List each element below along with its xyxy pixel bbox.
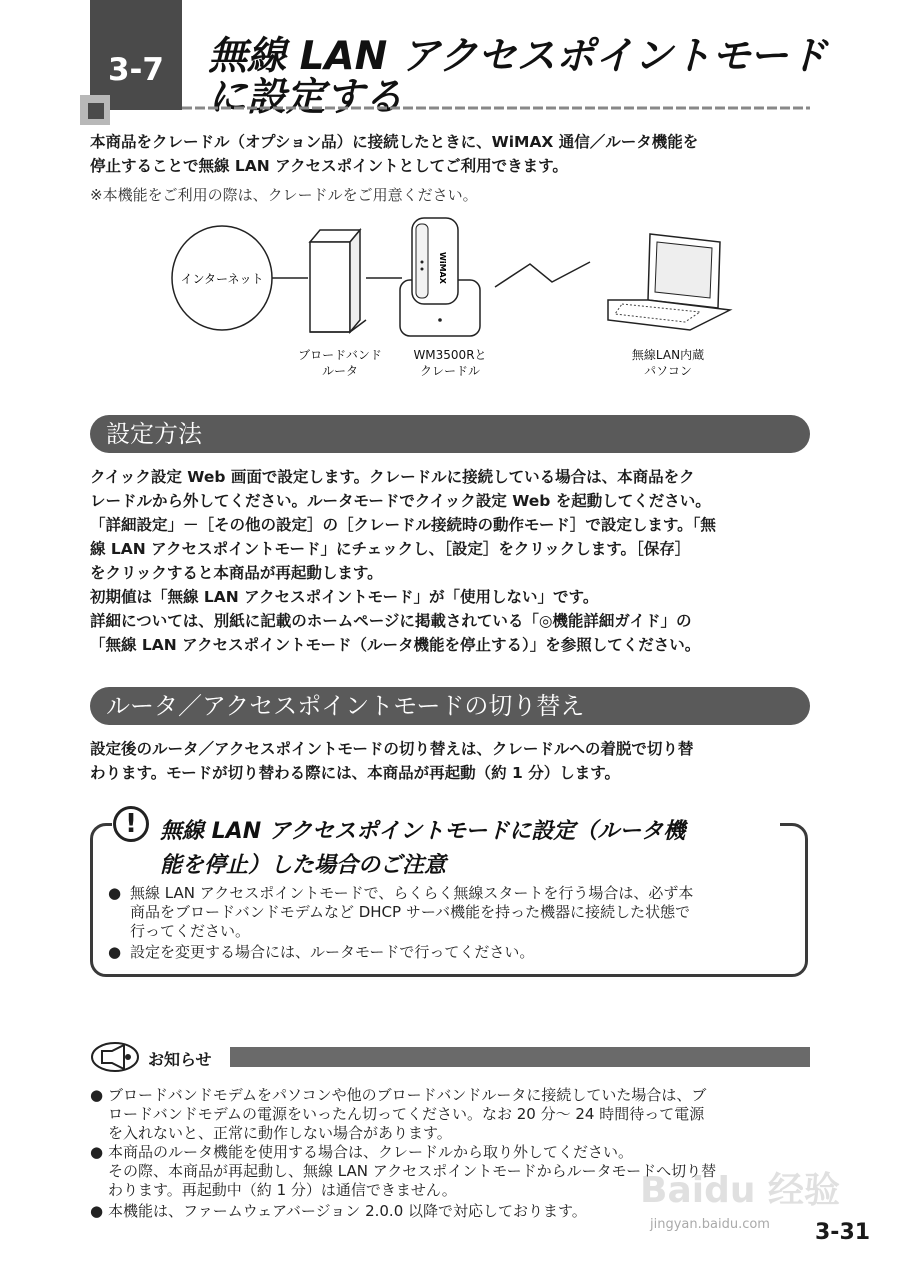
bullet-icon: ● [90, 1143, 104, 1161]
router-label-line1: ブロードバンド [298, 348, 382, 362]
laptop-illustration [608, 234, 730, 330]
intro-note: ※本機能をご利用の際は、クレードルをご用意ください。 [90, 186, 478, 204]
info-bullet1-line1: ブロードバンドモデムをパソコンや他のブロードバンドルータに接続していた場合は、ブ [108, 1086, 707, 1104]
device-brand: WiMAX [438, 252, 447, 284]
exclamation-icon: ! [113, 806, 149, 842]
caution-bullet2: 設定を変更する場合には、ルータモードで行ってください。 [130, 943, 535, 961]
pc-label-line2: パソコン [644, 364, 692, 378]
settings-line: クイック設定 Web 画面で設定します。クレードルに接続している場合は、本商品をク [90, 468, 695, 486]
caution-bullet1-line1: 無線 LAN アクセスポイントモードで、らくらく無線スタートを行う場合は、必ず本 [130, 884, 694, 902]
settings-line: レードルから外してください。ルータモードでクイック設定 Web を起動してください。 [90, 492, 711, 510]
bullet-icon: ● [108, 943, 122, 961]
baidu-watermark [630, 1160, 850, 1220]
intro-line1: 本商品をクレードル（オプション品）に接続したときに、WiMAX 通信／ルータ機能を [90, 133, 699, 151]
settings-line: 「無線 LAN アクセスポイントモード（ルータ機能を停止する）」を参照してください。 [90, 636, 701, 654]
router-illustration [310, 230, 366, 332]
settings-line: 初期値は「無線 LAN アクセスポイントモード」が「使用しない」です。 [90, 588, 599, 606]
chapter-number: 3-7 [107, 52, 164, 88]
caution-bullet1-line3: 行ってください。 [130, 922, 251, 940]
settings-line: 線 LAN アクセスポイントモード」にチェックし、［設定］をクリックします。［保存］ [90, 540, 691, 558]
intro-line2: 停止することで無線 LAN アクセスポイントとしてご利用できます。 [90, 157, 568, 175]
device-label-line1: WM3500Rと [413, 348, 487, 362]
info-bullet1-line2: ロードバンドモデムの電源をいったん切ってください。なお 20 分～ 24 時間待って電源 [108, 1105, 705, 1123]
watermark-url: jingyan.baidu.com [650, 1217, 770, 1232]
chapter-decor-square-inner [88, 103, 104, 119]
settings-line: 詳細については、別紙に記載のホームページに掲載されている「◎機能詳細ガイド」の [90, 612, 692, 630]
section-settings-title: 設定方法 [106, 420, 202, 448]
mode-switch-line: わります。モードが切り替わる際には、本商品が再起動（約 1 分）します。 [90, 764, 620, 782]
device-label-line2: クレードル [419, 364, 480, 378]
header-rule [182, 106, 810, 110]
bullet-icon: ● [90, 1202, 104, 1220]
device-illustration [400, 218, 480, 336]
wireless-signal [495, 262, 590, 287]
info-header-bar [230, 1047, 810, 1067]
internet-label: インターネット [180, 272, 264, 286]
pc-label-line1: 無線LAN内蔵 [631, 348, 705, 362]
mode-switch-line: 設定後のルータ／アクセスポイントモードの切り替えは、クレードルへの着脱で切り替 [90, 740, 694, 758]
caution-title-line1: 無線 LAN アクセスポイントモードに設定（ルータ機 [160, 819, 686, 844]
settings-line: 「詳細設定」－［その他の設定］の［クレードル接続時の動作モード］で設定します。「無 [90, 516, 716, 534]
info-bullet2-line3: わります。再起動中（約 1 分）は通信できません。 [108, 1181, 457, 1199]
page-number: 3-31 [815, 1220, 871, 1245]
caution-title-line2: 能を停止）した場合のご注意 [160, 853, 447, 878]
info-bullet2-line1: 本商品のルータ機能を使用する場合は、クレードルから取り外してください。 [108, 1143, 634, 1161]
info-bullet1-line3: を入れないと、正常に動作しない場合があります。 [108, 1124, 452, 1142]
watermark-logo: Baidu 经验 [640, 1170, 841, 1211]
info-bullet2-line2: その際、本商品が再起動し、無線 LAN アクセスポイントモードからルータモードへ切り替 [108, 1162, 717, 1180]
info-bullet3-line1: 本機能は、ファームウェアバージョン 2.0.0 以降で対応しております。 [108, 1202, 587, 1220]
caution-bullet1-line2: 商品をブロードバンドモデムなど DHCP サーバ機能を持った機器に接続した状態で [130, 903, 691, 921]
settings-line: をクリックすると本商品が再起動します。 [90, 564, 383, 582]
bullet-icon: ● [108, 884, 122, 902]
page-title-line1: 無線 LAN アクセスポイントモード [208, 34, 828, 79]
bullet-icon: ● [90, 1086, 104, 1104]
router-label-line2: ルータ [321, 364, 358, 378]
section-mode-switch-title: ルータ／アクセスポイントモードの切り替え [106, 692, 585, 720]
page-title-line2: に設定する [208, 75, 404, 120]
megaphone-icon [90, 1041, 140, 1073]
info-label: お知らせ [148, 1050, 212, 1069]
